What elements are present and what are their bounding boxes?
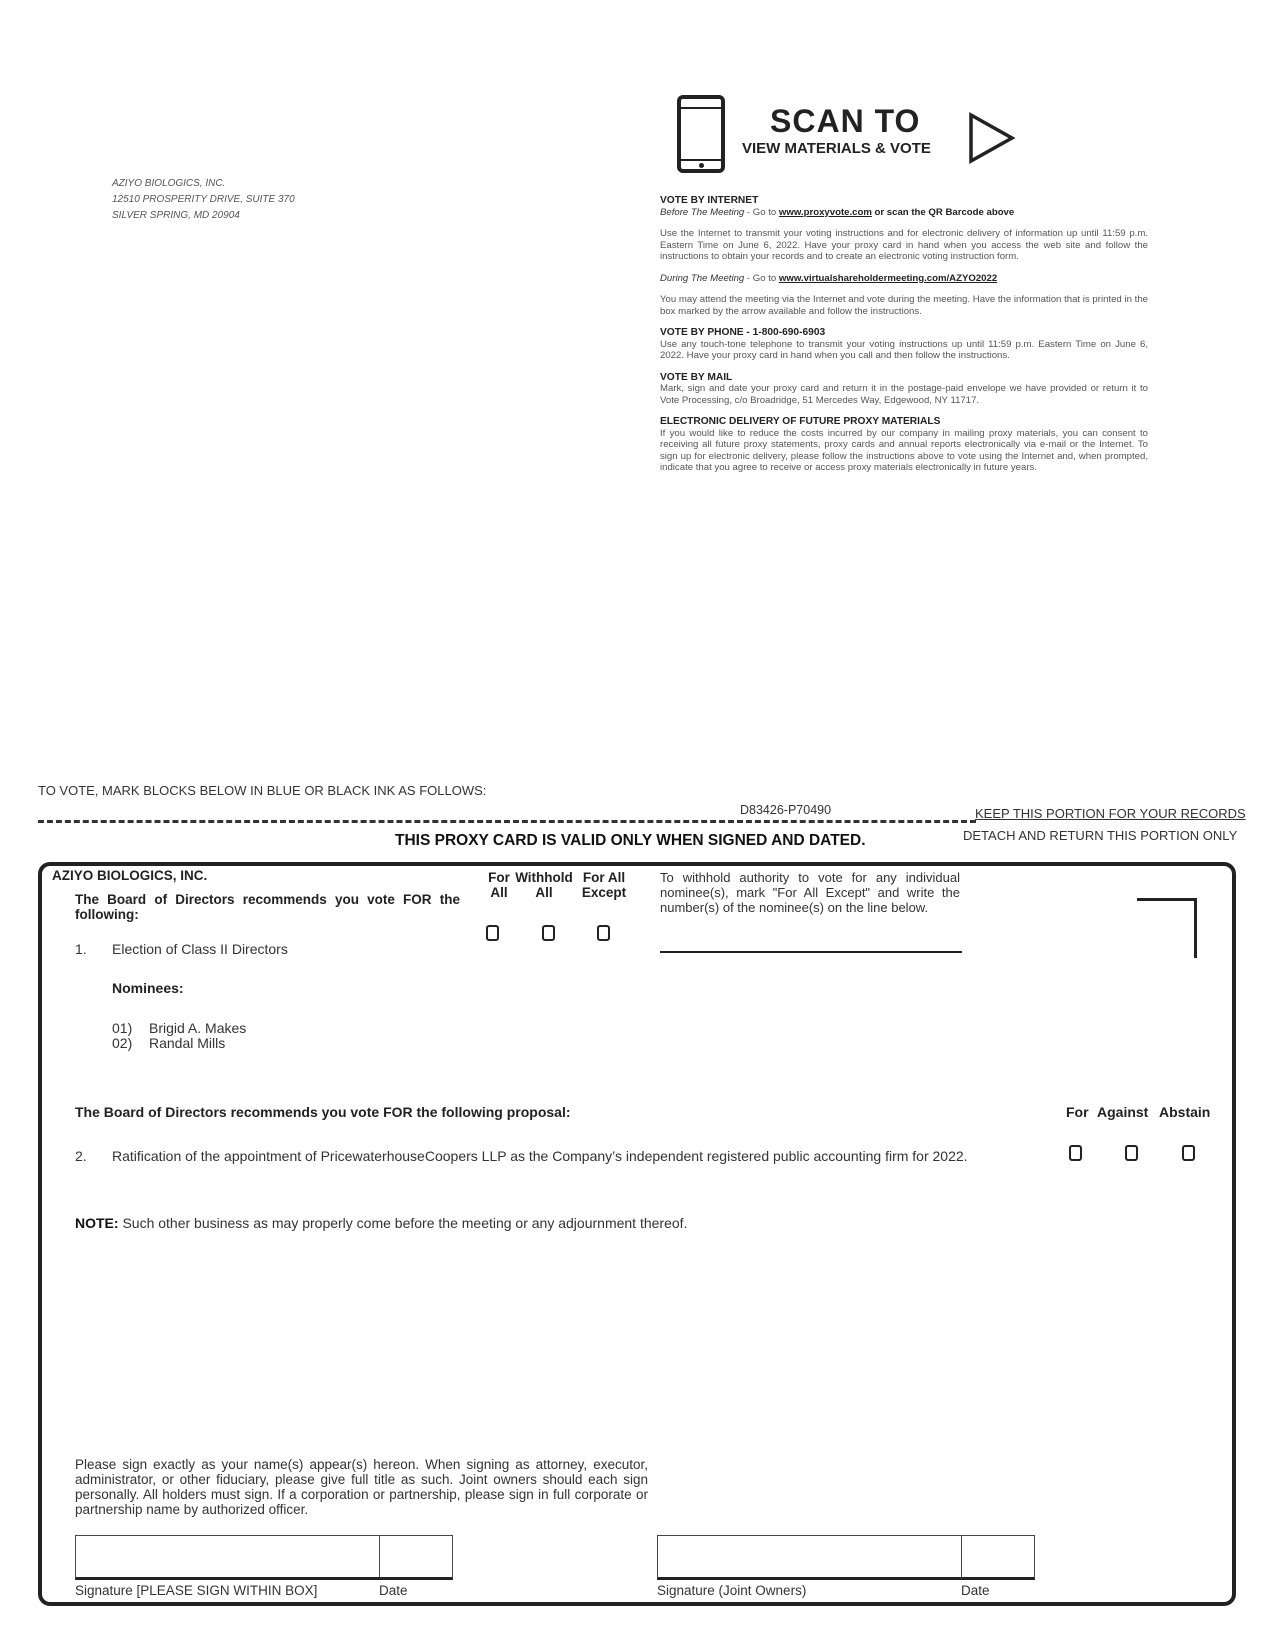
withhold-note: To withhold authority to vote for any individual nominee(s), mark "For All Except" and write the number(s) of the nominee(s) on the line below. (660, 870, 960, 915)
phone-heading: VOTE BY PHONE - 1-800-690-6903 (660, 327, 826, 338)
nominee-02-name: Randal Mills (149, 1035, 226, 1051)
internet-during-line (660, 273, 1148, 285)
sign-instructions: Please sign exactly as your name(s) appear(s) hereon. When signing as attorney, executor, administrator, or other fiduciary, please give full title as such. Joint owners should each sign personally. All holders must sign. If a corporation or partnership, please sign in full corporate or partnership name by authorized officer. (75, 1457, 648, 1517)
phone-section (660, 327, 1148, 362)
joint-date-box[interactable] (961, 1535, 1035, 1580)
return-address-line2: 12510 PROSPERITY DRIVE, SUITE 370 (112, 194, 295, 205)
mail-section (660, 372, 1148, 407)
proposal2-abstain-checkbox[interactable] (1182, 1145, 1195, 1161)
proposal2-against-checkbox[interactable] (1125, 1145, 1138, 1161)
electronic-body: If you would like to reduce the costs incurred by our company in mailing proxy materials, you can consent to receiving all future proxy statements, proxy cards and annual reports electronically via e-mail or the Internet. To sign up for electronic delivery, please follow the instructions above to vote using the Internet and, when prompted, indicate that you agree to receive or access proxy materials electronically in future years. (660, 427, 1148, 473)
joint-signature-box[interactable] (657, 1535, 962, 1580)
scan-subtitle: VIEW MATERIALS & VOTE (742, 140, 931, 157)
item2-number: 2. (75, 1148, 87, 1164)
directors-recommendation: The Board of Directors recommends you vote FOR the following: (75, 892, 460, 922)
mail-body: Mark, sign and date your proxy card and return it in the postage-paid envelope we have provided or return it to Vote Processing, c/o Broadridge, 51 Mercedes Way, Edgewood, NY 11717. (660, 383, 1148, 406)
corner-mark (1137, 898, 1197, 901)
col-withhold-all (512, 870, 576, 900)
nominees-heading: Nominees: (112, 980, 184, 996)
play-arrow-icon (968, 112, 1016, 164)
internet-section (660, 195, 1148, 218)
phone-body: Use any touch-tone telephone to transmit your voting instructions up until 11:59 p.m. Eastern Time on June 6, 2022. Have your proxy card in hand when you call and then follow the instructions. (660, 338, 1148, 361)
internet-body: Use the Internet to transmit your voting instructions and for electronic delivery of information up until 11:59 p.m. Eastern Time on June 6, 2022. Have your proxy card in hand when you access the web site and follow the instructions to obtain your records and to create an electronic voting instruction form. (660, 228, 1148, 262)
during-meeting-label: During The Meeting (660, 272, 745, 284)
for-all-checkbox[interactable] (486, 925, 499, 941)
joint-signature-label: Signature (Joint Owners) (657, 1583, 807, 1598)
col-for-all-line2: All (490, 885, 508, 900)
col-for-all-except (578, 870, 630, 900)
note-text: Such other business as may properly come before the meeting or any adjournment thereof. (118, 1215, 688, 1231)
proposal-recommendation: The Board of Directors recommends you vote FOR the following proposal: (75, 1104, 571, 1120)
note-label: NOTE: (75, 1215, 119, 1231)
return-address-line3: SILVER SPRING, MD 20904 (112, 210, 240, 221)
proposal2-for-checkbox[interactable] (1069, 1145, 1082, 1161)
before-go-to: - Go to (744, 206, 779, 218)
during-body: You may attend the meeting via the Internet and vote during the meeting. Have the information that is printed in the box marked by the arrow available and follow the instructions. (660, 294, 1148, 317)
item2-text: Ratification of the appointment of PricewaterhouseCoopers LLP as the Company’s independent registered public accounting firm for 2022. (112, 1148, 968, 1164)
note (75, 1215, 687, 1231)
proxyvote-link[interactable]: www.proxyvote.com (778, 206, 872, 218)
date-label: Date (379, 1583, 408, 1598)
scan-title: SCAN TO (770, 103, 921, 139)
internet-before-line (660, 207, 1148, 219)
keep-portion-label: KEEP THIS PORTION FOR YOUR RECORDS (975, 806, 1246, 821)
voting-instructions (660, 195, 1148, 484)
signature-label: Signature [PLEASE SIGN WITHIN BOX] (75, 1583, 318, 1598)
electronic-heading: ELECTRONIC DELIVERY OF FUTURE PROXY MATERIALS (660, 416, 941, 427)
for-all-except-checkbox[interactable] (597, 925, 610, 941)
item1-text: Election of Class II Directors (112, 941, 288, 957)
withhold-all-checkbox[interactable] (542, 925, 555, 941)
nominee-exception-line[interactable] (660, 951, 962, 953)
nominee-01-number: 01) (112, 1020, 133, 1036)
col-except-line2: Except (581, 885, 627, 900)
internet-heading: VOTE BY INTERNET (660, 195, 759, 206)
col-withhold-line1: Withhold (515, 870, 573, 885)
during-go-to: - Go to (744, 272, 779, 284)
smartphone-icon (677, 95, 725, 173)
corner-mark-vertical (1194, 898, 1197, 958)
card-company-name: AZIYO BIOLOGICS, INC. (52, 868, 208, 883)
virtual-meeting-link[interactable]: www.virtualshareholdermeeting.com/AZYO2022 (778, 272, 998, 284)
col-for: For (1066, 1104, 1089, 1120)
col-against: Against (1097, 1104, 1149, 1120)
before-meeting-label: Before The Meeting (660, 206, 745, 218)
control-number: D83426-P70490 (740, 803, 832, 817)
signature-box[interactable] (75, 1535, 380, 1580)
mail-heading: VOTE BY MAIL (660, 371, 733, 383)
date-box[interactable] (379, 1535, 453, 1580)
to-vote-instructions: TO VOTE, MARK BLOCKS BELOW IN BLUE OR BLACK INK AS FOLLOWS: (38, 783, 487, 798)
joint-date-label: Date (961, 1583, 990, 1598)
return-address-line1: AZIYO BIOLOGICS, INC. (112, 178, 226, 189)
col-for-all (484, 870, 514, 900)
col-for-all-line1: For (488, 870, 510, 885)
electronic-section (660, 416, 1148, 474)
return-address (112, 176, 295, 224)
valid-notice: THIS PROXY CARD IS VALID ONLY WHEN SIGNED AND DATED. (395, 832, 866, 849)
detach-line (38, 820, 976, 823)
detach-portion-label: DETACH AND RETURN THIS PORTION ONLY (963, 828, 1238, 843)
col-abstain: Abstain (1159, 1104, 1211, 1120)
item1-number: 1. (75, 941, 87, 957)
col-except-line1: For All (582, 870, 626, 885)
nominee-02-number: 02) (112, 1035, 133, 1051)
col-withhold-line2: All (535, 885, 553, 900)
before-post: or scan the QR Barcode above (871, 206, 1015, 218)
nominee-01-name: Brigid A. Makes (149, 1020, 247, 1036)
